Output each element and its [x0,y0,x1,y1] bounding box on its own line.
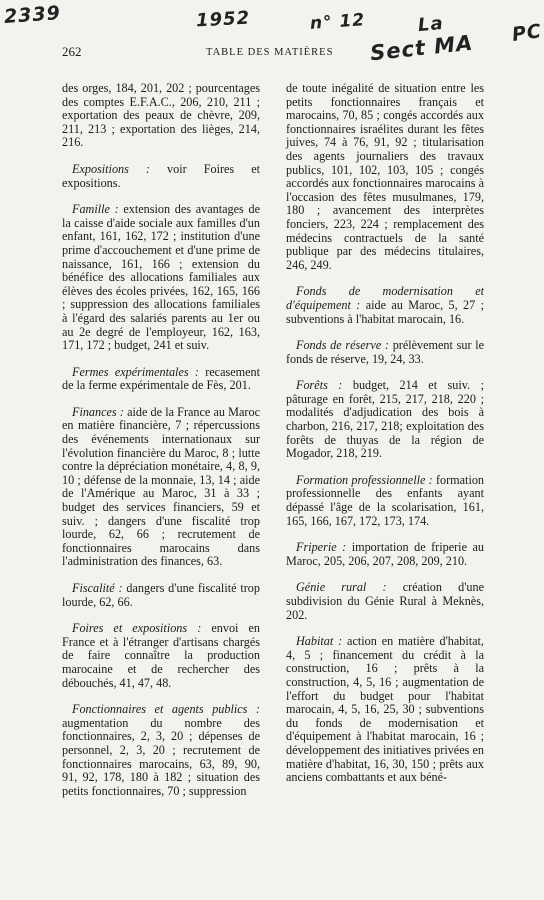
index-entry [286,285,484,326]
entry-text: prélèvement sur le fonds de réserve, 19, 24, 33. [286,338,484,366]
index-entry [286,635,484,785]
entry-heading: Fiscalité : [72,581,123,595]
index-entry [62,366,260,393]
index-entry [286,581,484,622]
entry-text: dangers d'une fiscalité trop lourde, 62, 66. [62,581,260,609]
handwritten-section: Sect MA [369,30,475,66]
handwritten-year: 1952 [195,7,251,32]
entry-heading: Habitat : [296,634,343,649]
entry-heading: Expositions : [72,161,150,176]
index-entry [62,82,260,150]
index-entry [62,163,260,190]
index-entry [286,541,484,568]
index-entry [62,203,260,353]
index-column-left [62,82,260,811]
entry-text: de toute inégalité de situation entre les petits fonctionnaires français et marocains, 70, 85 ; congés accordés aux fonctionnaires israélites durant les fêtes juives, 74 à 76, 91, 92 ; titularisation des agents journaliers des travaux publics, 101, 102, 103, 105 ; congés accordés aux fonctionnaires marocains à l'occasion des fêtes musulmanes, 179, 180 ; avancement des interprètes fonciers, 223, 224 ; remplacement des médecins contractuels de la santé publique par des médecins titulaires, 246, 249. [286,81,484,272]
entry-text: extension des avantages de la caisse d'aide sociale aux familles d'un enfant, 161, 162, 172 ; institution d'une prime d'accouchement et d'une prime de naissance, 161, 166 ; extension du bénéfice des allocations familiales aux élèves des écoles privées, 162, 165, 166 ; suppression des allocations familiales à l'égard des salariés parents au 1er ou au 2e degré de l'employeur, 162, 163, 171, 172 ; budget, 241 et suiv. [62,202,260,353]
handwritten-number: 2339 [3,2,62,28]
entry-text: recasement de la ferme expérimentale de Fès, 201. [62,364,260,393]
entry-text: envoi en France et à l'étranger d'artisans chargés de faire connaître la production marocaine et de rechercher des débouchés, 41, 47, 48. [62,621,260,690]
entry-text: augmentation du nombre des fonctionnaires, 2, 3, 20 ; dépenses de personnel, 2, 3, 20 ; recrutement de fonctionnaires marocains, 63, 89, 90, 91, 92, 178, 180 à 182 ; situation des petits fonctionnaires, 70 ; suppression [62,715,260,798]
index-entry [286,474,484,528]
index-entry [62,582,260,609]
entry-heading: Foires et expositions : [72,621,202,636]
index-entry [286,339,484,366]
entry-text: aide au Maroc, 5, 27 ; subventions à l'habitat marocain, 16. [286,297,485,326]
index-entry [286,379,484,461]
handwritten-issue: n° 12 [309,10,366,34]
page-number: 262 [62,44,82,59]
entry-text: importation de friperie au Maroc, 205, 206, 207, 208, 209, 210. [286,540,484,568]
handwritten-article: La [417,12,445,37]
entry-text: voir Foires et expositions. [62,161,261,190]
entry-heading: Formation professionnelle : [296,472,433,487]
entry-text: aide de la France au Maroc en matière financière, 7 ; répercussions des événements internationaux sur l'évolution financière du Maroc, 8 ; lutte contre la dépréciation monétaire, 4, 8, 9, 10 ; défense de la monnaie, 13, 14 ; aide de l'Amérique au Maroc, 31 à 33 ; budget des services financiers, 59 et suiv. ; dangers d'une fiscalité trop lourde, 62, 66 ; recrutement de fonctionnaires marocains dans l'administration des finances, 63. [62,404,260,569]
entry-heading: Friperie : [296,540,347,555]
entry-heading: Forêts : [296,378,343,393]
entry-text: création d'une subdivision du Génie Rural à Meknès, 202. [286,580,485,622]
handwritten-corner-mark: PC [510,20,544,46]
entry-heading: Fonds de modernisation et d'équipement : [286,284,484,312]
index-column-right [286,82,484,798]
entry-heading: Finances : [72,404,124,419]
entry-text: action en matière d'habitat, 4, 5 ; financement du crédit à la construction, 16 ; prêts à la construction, 4, 5, 16 ; augmentation de l'effort du budget pour l'habitat marocain, 4, 5, 16, 25, 30 ; subventions du fonds de modernisation et d'équipement à l'habitat marocain, 16 ; développement des initiatives privées en matière d'habitat, 16, 30, 150 ; prêts aux anciens combattants et aux béné- [286,634,484,785]
entry-text: des orges, 184, 201, 202 ; pourcentages des comptes E.F.A.C., 206, 210, 211 ; exportation des peaux de chèvre, 209, 211, 213 ; exportation des lièges, 214, 216. [62,81,260,150]
running-head: TABLE DES MATIÈRES [206,47,334,58]
index-entry [62,406,260,569]
entry-heading: Fermes expérimentales : [72,364,199,379]
entry-text: formation professionnelle des enfants ayant dépassé l'âge de la scolarisation, 161, 165, 166, 167, 172, 173, 174. [286,472,485,528]
entry-text: budget, 214 et suiv. ; pâturage en forêt, 215, 217, 218, 220 ; modalités d'adjudication des bois à charbon, 216, 217, 218; exploitation des forêts de thuyas de la région de Mogador, 218, 219. [286,378,484,461]
index-entry [62,703,260,798]
entry-heading: Génie rural : [296,580,387,595]
entry-heading: Famille : [72,202,119,217]
index-entry [62,622,260,690]
entry-heading: Fonctionnaires et agents publics : [72,702,260,717]
index-entry [286,82,484,272]
entry-heading: Fonds de réserve : [296,338,389,353]
